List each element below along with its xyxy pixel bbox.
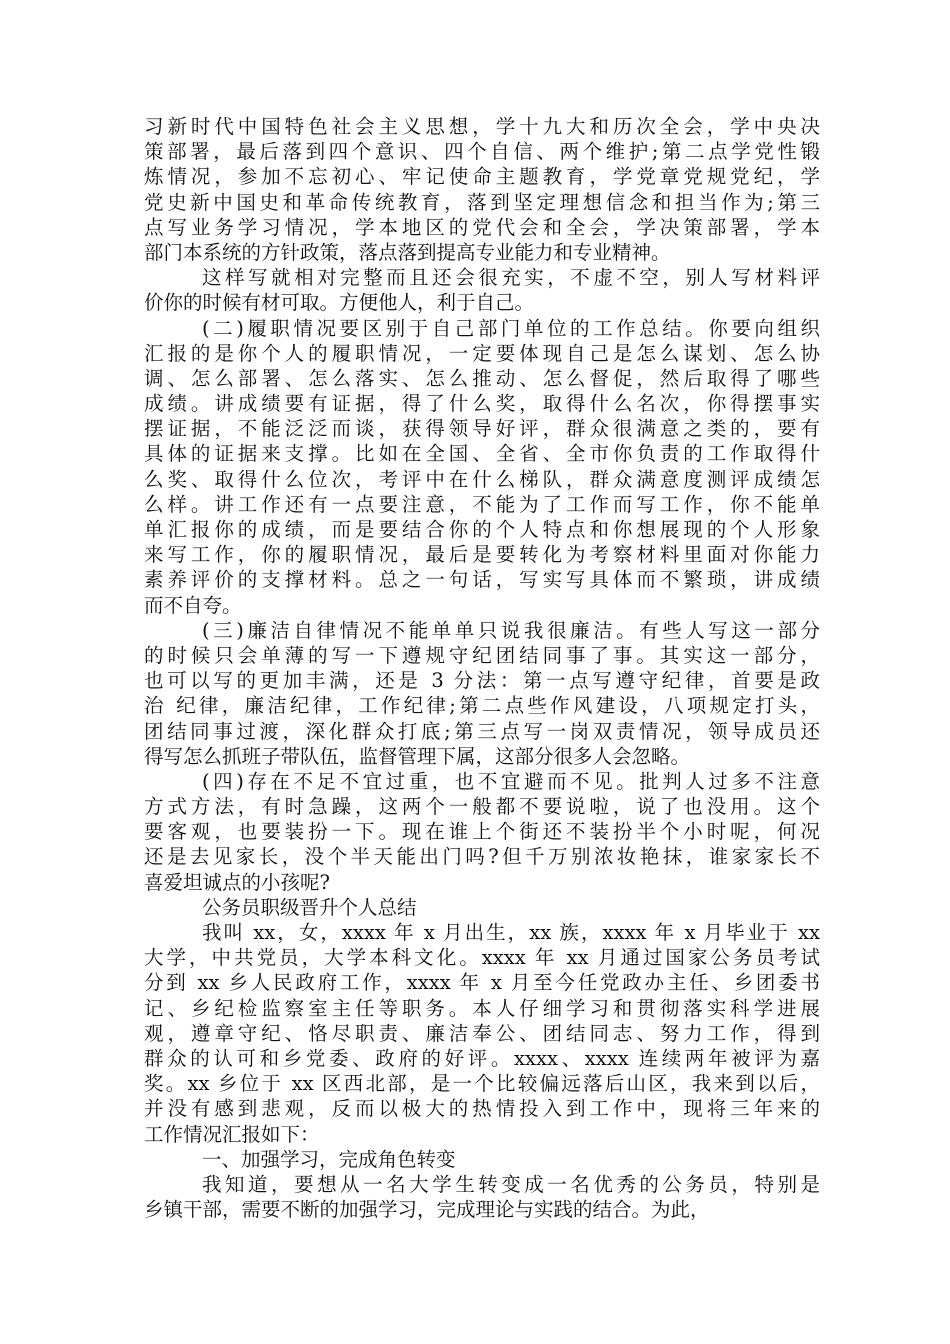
text-line: 策部署，最后落到四个意识、四个自信、两个维护;第二点学党性锻 bbox=[144, 140, 820, 164]
text-line: 价你的时候有材可取。方便他人，利于自己。 bbox=[144, 291, 535, 315]
text-line: 的时候只会单薄的写一下遵规守纪团结同事了事。其实这一部分， bbox=[144, 643, 820, 667]
paragraph-p2 bbox=[144, 265, 820, 315]
text-line: (二)履职情况要区别于自己部门单位的工作总结。你要向组织 bbox=[202, 316, 820, 340]
paragraph-p8 bbox=[144, 1147, 820, 1172]
paragraph-p7 bbox=[144, 920, 820, 1147]
text-line: 单汇报你的成绩，而是要结合你的个人特点和你想展现的个人形象 bbox=[144, 518, 820, 541]
text-line: 成绩。讲成绩要有证据，得了什么奖，取得什么名次，你得摆事实 bbox=[144, 392, 820, 416]
text-line: 党史新中国史和革命传统教育，落到坚定理想信念和担当作为;第三 bbox=[144, 190, 820, 214]
text-line: 并没有感到悲观，反而以极大的热情投入到工作中，现将三年来的 bbox=[144, 1097, 820, 1121]
text-line: 具体的证据来支撑。比如在全国、全省、全市你负责的工作取得什 bbox=[144, 442, 820, 466]
paragraph-p3 bbox=[144, 316, 820, 618]
text-line: 调、怎么部署、怎么落实、怎么推动、怎么督促，然后取得了哪些 bbox=[144, 366, 820, 390]
text-line: 乡镇干部，需要不断的加强学习，完成理论与实践的结合。为此， bbox=[144, 1198, 710, 1222]
text-line: 观，遵章守纪、恪尽职责、廉洁奉公、团结同志、努力工作，得到 bbox=[144, 1021, 820, 1045]
paragraph-p4 bbox=[144, 618, 820, 769]
document-page bbox=[144, 114, 820, 1222]
text-line: 群众的认可和乡党委、政府的好评。xxxx、xxxx 连续两年被评为嘉 bbox=[144, 1046, 820, 1070]
text-line: 工作情况汇报如下： bbox=[144, 1122, 320, 1146]
text-line: 治 纪律，廉洁纪律，工作纪律;第二点些作风建设，八项规定打头， bbox=[144, 694, 820, 718]
text-line: 我知道，要想从一名大学生转变成一名优秀的公务员，特别是 bbox=[202, 1172, 820, 1196]
text-line: 汇报的是你个人的履职情况，一定要体现自己是怎么谋划、怎么协 bbox=[144, 341, 820, 365]
text-line: 部门本系统的方针政策，落点落到提高专业能力和专业精神。 bbox=[144, 240, 671, 264]
text-line: 也可以写的更加丰满，还是 3 分法：第一点写遵守纪律，首要是政 bbox=[144, 669, 820, 693]
text-line: 素养评价的支撑材料。总之一句话，写实写具体而不繁琐，讲成绩 bbox=[144, 568, 820, 592]
text-line: (三)廉洁自律情况不能单单只说我很廉洁。有些人写这一部分 bbox=[202, 618, 820, 642]
text-line: 来写工作，你的履职情况，最后是要转化为考察材料里面对你能力 bbox=[144, 543, 820, 567]
text-line: 炼情况，参加不忘初心、牢记使命主题教育，学党章党规党纪，学 bbox=[144, 165, 820, 189]
paragraph-p6 bbox=[144, 895, 820, 920]
text-line: 这样写就相对完整而且还会很充实，不虚不空，别人写材料评 bbox=[202, 266, 820, 290]
text-line: 还是去见家长，没个半天能出门吗?但千万别浓妆艳抹，谁家家长不 bbox=[144, 845, 820, 869]
text-line: 一、加强学习，完成角色转变 bbox=[202, 1147, 456, 1171]
text-line: 习新时代中国特色社会主义思想，学十九大和历次全会，学中央决 bbox=[144, 115, 820, 138]
text-line: 点写业务学习情况，学本地区的党代会和全会，学决策部署，学本 bbox=[144, 215, 820, 239]
text-line: 摆证据，不能泛泛而谈，获得领导好评，群众很满意之类的，要有 bbox=[144, 417, 820, 441]
text-line: 我叫 xx，女，xxxx 年 x 月出生，xx 族，xxxx 年 x 月毕业于 xx bbox=[202, 921, 820, 944]
text-line: 而不自夸。 bbox=[144, 593, 242, 617]
text-line: 喜爱坦诚点的小孩呢? bbox=[144, 870, 330, 894]
text-line: 分到 xx 乡人民政府工作，xxxx 年 x 月至今任党政办主任、乡团委书 bbox=[144, 971, 820, 995]
text-line: 么样。讲工作还有一点要注意，不能为了工作而写工作，你不能单 bbox=[144, 492, 820, 516]
text-line: 公务员职级晋升个人总结 bbox=[202, 895, 417, 919]
text-line: 得写怎么抓班子带队伍，监督管理下属，这部分很多人会忽略。 bbox=[144, 744, 691, 768]
text-line: 记、乡纪检监察室主任等职务。本人仔细学习和贯彻落实科学进展 bbox=[144, 996, 820, 1020]
paragraph-p1 bbox=[144, 114, 820, 265]
paragraph-p9 bbox=[144, 1172, 820, 1222]
text-line: 要客观，也要装扮一下。现在谁上个街还不装扮半个小时呢，何况 bbox=[144, 820, 820, 844]
text-line: 么奖、取得什么位次，考评中在什么梯队，群众满意度测评成绩怎 bbox=[144, 467, 820, 491]
text-line: 方式方法，有时急躁，这两个一般都不要说啦，说了也没用。这个 bbox=[144, 795, 820, 819]
text-line: 奖。xx 乡位于 xx 区西北部，是一个比较偏远落后山区，我来到以后， bbox=[144, 1072, 820, 1096]
text-line: 团结同事过渡，深化群众打底;第三点写一岗双责情况，领导成员还 bbox=[144, 719, 820, 743]
text-line: (四)存在不足不宜过重，也不宜避而不见。批判人过多不注意 bbox=[202, 769, 820, 793]
text-line: 大学，中共党员，大学本科文化。xxxx 年 xx 月通过国家公务员考试 bbox=[144, 946, 820, 970]
paragraph-p5 bbox=[144, 769, 820, 895]
